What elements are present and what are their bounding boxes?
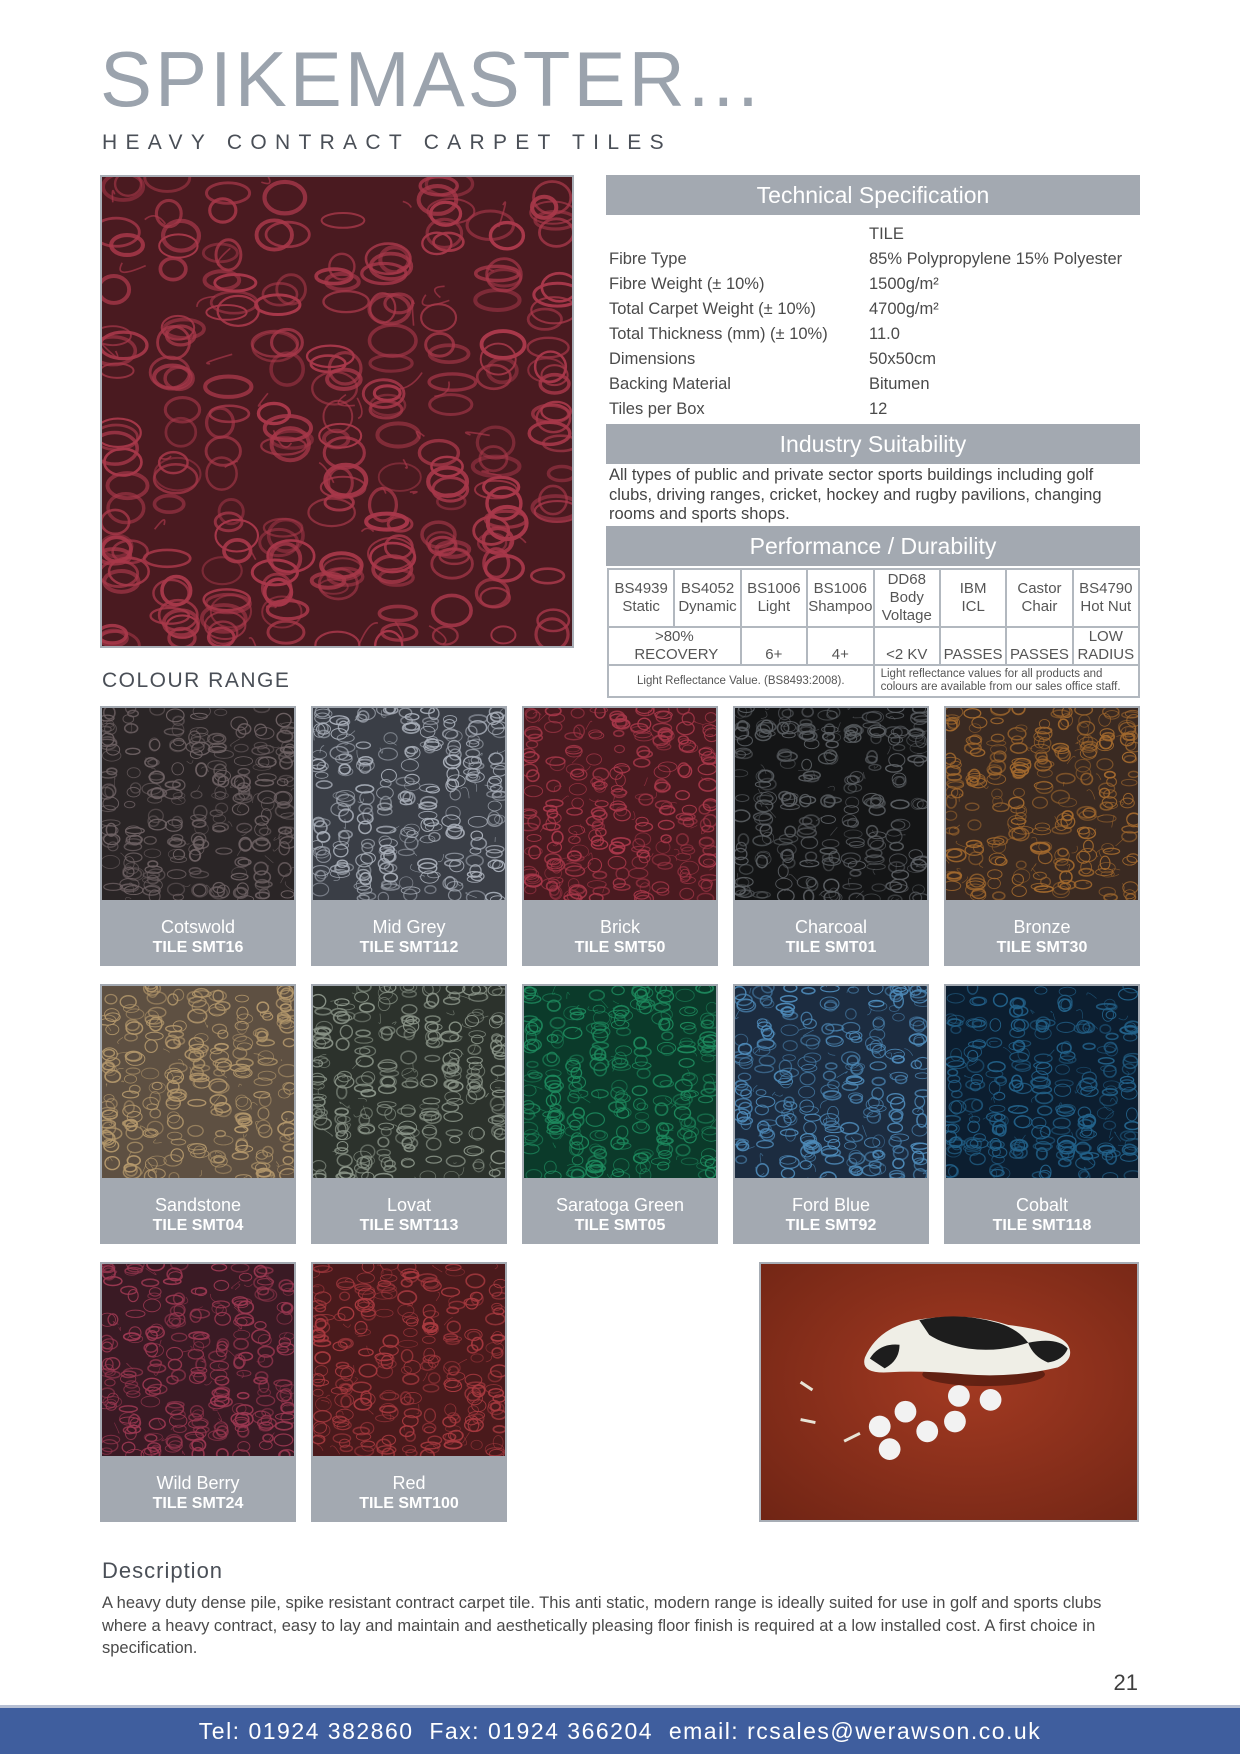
swatch-texture-image	[735, 708, 927, 900]
description-text: A heavy duty dense pile, spike resistant contract carpet tile. This anti static, modern range is ideally suited for use in golf and sports clubs where a heavy contract, easy to lay and maintain and aesthetically pleasing floor finish is required at a low installed cost. A first choice in specification.	[102, 1594, 1102, 1657]
swatch-texture-image	[102, 986, 294, 1178]
swatch-texture-image	[946, 986, 1138, 1178]
spec-header-row	[609, 222, 1139, 247]
perf-header-cell: BS4939 Static	[608, 569, 674, 627]
page-subtitle: HEAVY CONTRACT CARPET TILES	[102, 131, 672, 154]
spec-value: Bitumen	[869, 375, 930, 393]
spec-row	[609, 322, 1139, 347]
perf-value-shampoo: 4+	[807, 627, 874, 665]
swatch-texture-image	[946, 708, 1138, 900]
swatch-texture-svg	[313, 986, 505, 1178]
swatch-name: Saratoga Green	[555, 1195, 685, 1215]
swatch-name: Cotswold	[160, 917, 236, 937]
performance-header-row	[608, 569, 1139, 627]
swatch-name: Brick	[600, 917, 640, 937]
spec-row	[609, 272, 1139, 297]
spec-label: Dimensions	[609, 350, 696, 368]
spec-label: Backing Material	[609, 375, 731, 393]
perf-header-cell: Castor Chair	[1006, 569, 1072, 627]
contact-footer	[0, 1705, 1240, 1754]
swatch-code: TILE SMT92	[785, 1217, 877, 1234]
spec-row	[609, 372, 1139, 397]
perf-header-cell: BS4790 Hot Nut	[1073, 569, 1139, 627]
swatch-texture-image	[313, 708, 505, 900]
colour-swatch	[733, 984, 929, 1244]
colour-range-heading: COLOUR RANGE	[102, 669, 291, 692]
colour-swatch	[311, 706, 507, 966]
swatch-texture-svg	[946, 986, 1138, 1178]
swatch-name: Cobalt	[1015, 1195, 1069, 1215]
spec-row	[609, 347, 1139, 372]
colour-swatch	[311, 1262, 507, 1522]
tech-spec-heading: Technical Specification	[606, 175, 1140, 215]
swatch-name: Sandstone	[154, 1195, 242, 1215]
swatch-texture-svg	[735, 708, 927, 900]
golf-shoe-photo	[759, 1262, 1139, 1522]
perf-value-castor: PASSES	[1006, 627, 1072, 665]
perf-value-recovery: >80% RECOVERY	[608, 627, 741, 665]
swatch-code: TILE SMT118	[992, 1217, 1092, 1234]
swatch-texture-image	[102, 708, 294, 900]
swatch-texture-svg	[102, 1264, 294, 1456]
spec-label: Total Thickness (mm) (± 10%)	[609, 325, 828, 343]
perf-header-cell: IBM ICL	[940, 569, 1006, 627]
perf-header-cell: DD68 Body Voltage	[874, 569, 940, 627]
spec-label: Fibre Type	[609, 250, 687, 268]
spec-row	[609, 397, 1139, 422]
swatch-code: TILE SMT112	[359, 939, 459, 956]
colour-swatch	[311, 984, 507, 1244]
spec-value: 1500g/m²	[869, 275, 939, 293]
colour-swatch	[522, 984, 718, 1244]
performance-lrv-row	[608, 665, 1139, 697]
page-title: SPIKEMASTER...	[100, 35, 762, 123]
industry-suitability-heading: Industry Suitability	[606, 424, 1140, 464]
performance-heading: Performance / Durability	[606, 526, 1140, 566]
golf-shoe-image	[761, 1264, 1137, 1520]
swatch-texture-svg	[946, 708, 1138, 900]
swatch-texture-image	[102, 1264, 294, 1456]
spec-value: 85% Polypropylene 15% Polyester	[869, 250, 1123, 268]
swatch-texture-svg	[313, 708, 505, 900]
perf-value-hotnut: LOW RADIUS	[1073, 627, 1139, 665]
swatch-texture-image	[524, 708, 716, 900]
swatch-code: TILE SMT01	[785, 939, 877, 956]
swatch-code: TILE SMT04	[152, 1217, 244, 1234]
lrv-note: Light reflectance values for all products and colours are available from our sales office staff.	[874, 665, 1139, 697]
main-carpet-photo	[100, 175, 574, 648]
swatch-texture-svg	[735, 986, 927, 1178]
perf-header-cell: BS1006 Light	[741, 569, 807, 627]
colour-swatch	[100, 1262, 296, 1522]
spec-value: 50x50cm	[869, 350, 936, 368]
tech-spec-table	[609, 222, 1139, 422]
colour-swatch	[522, 706, 718, 966]
swatch-name: Red	[392, 1473, 426, 1493]
perf-header-cell: BS4052 Dynamic	[674, 569, 740, 627]
spec-value: 11.0	[869, 325, 900, 343]
spec-column-header: TILE	[869, 225, 904, 243]
swatch-name: Mid Grey	[372, 917, 446, 937]
colour-swatch	[100, 984, 296, 1244]
spec-value: 4700g/m²	[869, 300, 939, 318]
spec-value: 12	[869, 400, 888, 418]
spec-label: Fibre Weight (± 10%)	[609, 275, 765, 293]
spec-row	[609, 247, 1139, 272]
swatch-name: Lovat	[386, 1195, 432, 1215]
colour-swatch	[944, 706, 1140, 966]
swatch-code: TILE SMT30	[996, 939, 1088, 956]
spec-label: Total Carpet Weight (± 10%)	[609, 300, 816, 318]
swatch-code: TILE SMT16	[152, 939, 244, 956]
description-heading: Description	[102, 1558, 224, 1583]
swatch-texture-image	[735, 986, 927, 1178]
performance-value-row	[608, 627, 1139, 665]
swatch-texture-svg	[102, 708, 294, 900]
swatch-texture-image	[524, 986, 716, 1178]
perf-header-cell: BS1006 Shampoo	[807, 569, 874, 627]
swatch-code: TILE SMT05	[574, 1217, 666, 1234]
perf-value-voltage: <2 KV	[874, 627, 940, 665]
swatch-name: Ford Blue	[791, 1195, 871, 1215]
swatch-code: TILE SMT50	[574, 939, 666, 956]
lrv-label: Light Reflectance Value. (BS8493:2008).	[608, 665, 874, 697]
carpet-texture-image	[102, 177, 572, 646]
swatch-name: Wild Berry	[156, 1473, 240, 1493]
swatch-code: TILE SMT100	[359, 1495, 459, 1512]
swatch-texture-image	[313, 986, 505, 1178]
colour-swatch	[944, 984, 1140, 1244]
swatch-name: Charcoal	[794, 917, 868, 937]
swatch-texture-image	[313, 1264, 505, 1456]
swatch-texture-svg	[524, 986, 716, 1178]
perf-value-light: 6+	[741, 627, 807, 665]
contact-text: Tel: 01924 382860 Fax: 01924 366204 email: rcsales@werawson.co.uk	[198, 1718, 1042, 1744]
spec-row	[609, 297, 1139, 322]
page-number: 21	[1113, 1670, 1138, 1695]
swatch-code: TILE SMT113	[359, 1217, 459, 1234]
industry-suitability-text: All types of public and private sector sports buildings including golf clubs, driving ranges, cricket, hockey and rugby pavilions, changing rooms and sports shops.	[609, 466, 1102, 523]
swatch-code: TILE SMT24	[152, 1495, 244, 1512]
swatch-texture-svg	[102, 986, 294, 1178]
swatch-texture-svg	[313, 1264, 505, 1456]
swatch-name: Bronze	[1013, 917, 1071, 937]
performance-table	[607, 568, 1140, 698]
spec-label: Tiles per Box	[609, 400, 705, 418]
colour-swatch	[100, 706, 296, 966]
colour-swatch	[733, 706, 929, 966]
swatch-texture-svg	[524, 708, 716, 900]
perf-value-ibm: PASSES	[940, 627, 1006, 665]
